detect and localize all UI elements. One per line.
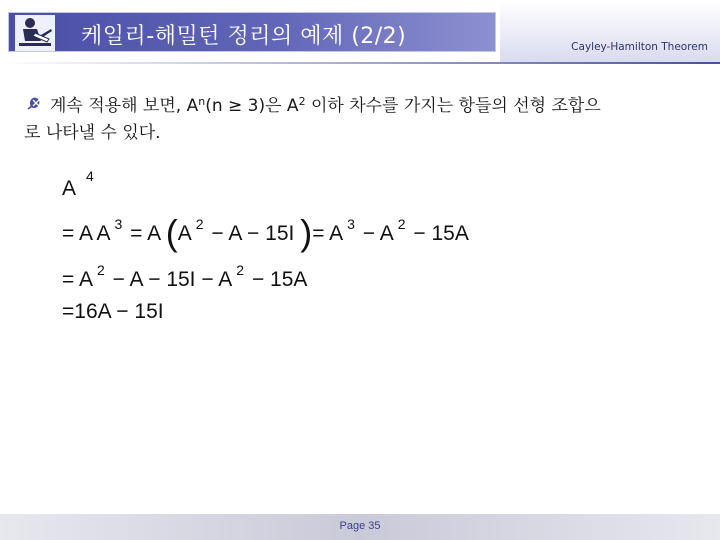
equation-line-1 <box>62 212 469 254</box>
intro-sup-n: n <box>198 95 206 108</box>
intro-part1: 계속 적용해 보면, A <box>50 96 199 116</box>
eq0-base: A <box>62 177 77 200</box>
slide-title: 케일리-해밀턴 정리의 예제 (2/2) <box>81 24 407 49</box>
intro-paragraph <box>24 88 714 147</box>
slide-subtitle: Cayley-Hamilton Theorem <box>571 41 708 53</box>
eq1-exp2: 2 <box>195 216 204 232</box>
equation-line-0 <box>62 168 96 201</box>
eq2-a: = A <box>62 268 93 291</box>
eq2-exp2b: 2 <box>236 262 245 278</box>
intro-line2: 로 나타낼 수 있다. <box>24 123 161 143</box>
eq2-b: − A − 15I − A <box>112 268 233 291</box>
eq1-d: − A − 15I <box>211 222 295 245</box>
eq3: =16A − 15I <box>62 300 164 323</box>
eq1-e: = A <box>312 222 344 245</box>
eq1-exp3b: 3 <box>347 216 355 232</box>
eq1-b: = A <box>130 222 160 245</box>
footer-bar <box>0 514 720 540</box>
eq1-f: − A <box>362 222 394 245</box>
eq2-c: − 15A <box>251 268 308 291</box>
eq1-g: − 15A <box>413 222 469 245</box>
eq2-exp2: 2 <box>96 262 105 278</box>
title-bar <box>8 12 496 52</box>
intro-sup-2: 2 <box>298 95 306 108</box>
intro-part3: 이하 차수를 가지는 항들의 선형 조합으 <box>305 96 601 116</box>
eq1-exp3: 3 <box>114 216 123 232</box>
header-divider <box>0 62 720 64</box>
eq1-c: A <box>177 222 192 245</box>
equation-line-2 <box>62 262 307 292</box>
eq0-exp: 4 <box>86 168 94 184</box>
eq1-a: = A A <box>62 222 111 245</box>
page-number: Page 35 <box>339 520 381 532</box>
equation-line-3 <box>62 300 164 324</box>
eq1-exp2b: 2 <box>397 216 406 232</box>
intro-part2: (n ≥ 3)은 A <box>205 96 299 116</box>
eq1-close-paren: ) <box>300 212 313 253</box>
person-at-desk-icon <box>15 15 55 51</box>
eq1-open-paren: ( <box>165 212 178 253</box>
